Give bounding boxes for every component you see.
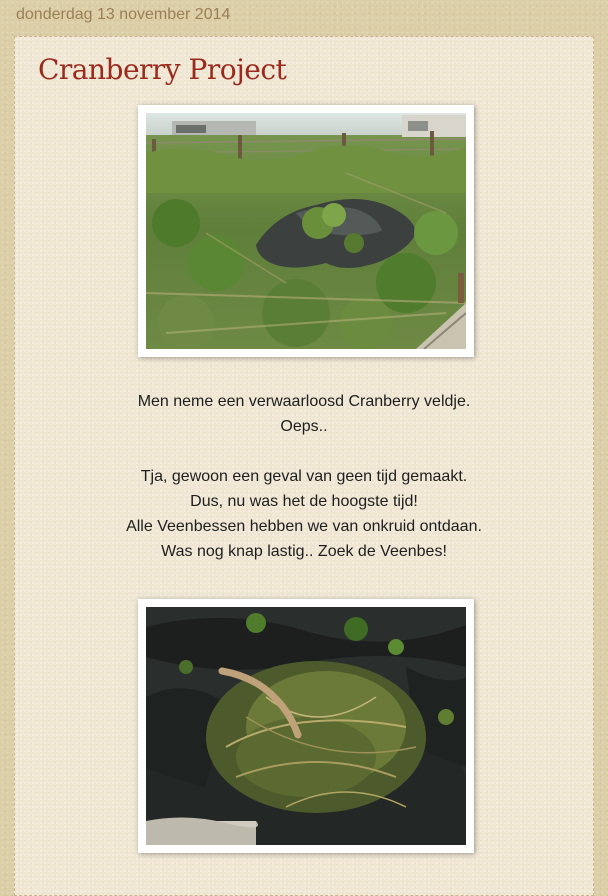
post-photo-1[interactable]	[138, 105, 474, 357]
post-date: donderdag 13 november 2014	[16, 6, 231, 23]
post-body-text	[15, 389, 593, 564]
text-line: Tja, gewoon een geval van geen tijd gemaakt.	[140, 468, 468, 485]
text-line: Dus, nu was het de hoogste tijd!	[190, 493, 418, 510]
blog-post	[14, 36, 594, 896]
photo-cranberry-bed-closeup	[146, 607, 466, 845]
text-line: Was nog knap lastig.. Zoek de Veenbes!	[161, 543, 447, 560]
text-line: Men neme een verwaarloosd Cranberry veldje.	[137, 393, 471, 410]
text-line: Oeps..	[280, 418, 328, 435]
post-title[interactable]: Cranberry Project	[38, 53, 287, 86]
blank-line	[15, 439, 593, 464]
text-line: Alle Veenbessen hebben we van onkruid ontdaan.	[126, 518, 482, 535]
photo-overgrown-cranberry-field	[146, 113, 466, 349]
post-photo-2[interactable]	[138, 599, 474, 853]
